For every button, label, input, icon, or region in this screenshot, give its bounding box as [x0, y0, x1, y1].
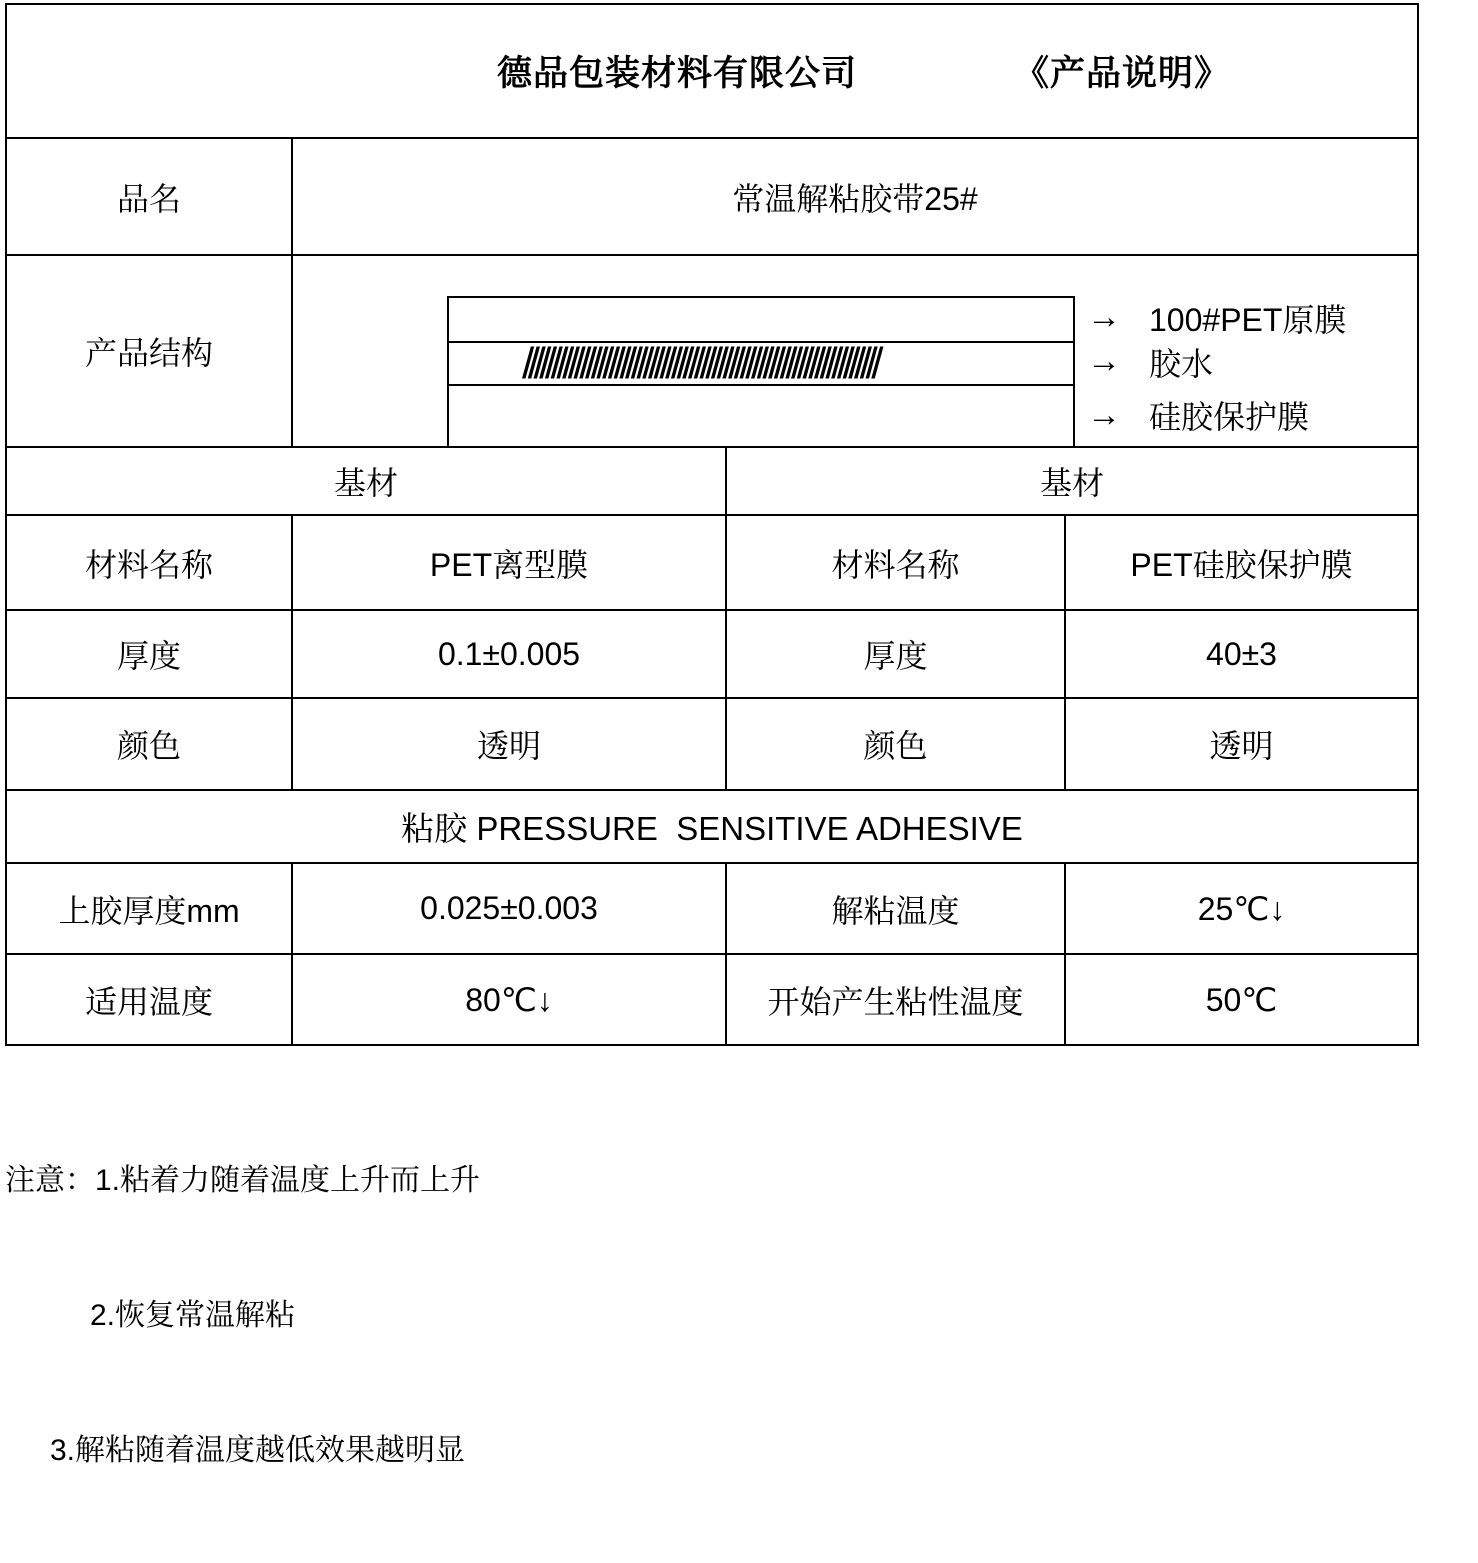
- material-name-row: [6, 515, 1418, 610]
- product-name-value: 常温解粘胶带25#: [292, 138, 1418, 255]
- thickness-value-left: 0.1±0.005: [292, 610, 726, 698]
- applicable-temp-value: 80℃↓: [292, 954, 726, 1045]
- product-structure-label: 产品结构: [6, 255, 292, 447]
- title-wrap: [7, 5, 1417, 137]
- glue-thickness-value: 0.025±0.003: [292, 863, 726, 954]
- material-name-value-right: PET硅胶保护膜: [1065, 515, 1418, 610]
- note-line-3: 3.解粘随着温度越低效果越明显: [50, 1434, 466, 1467]
- company-name: 德品包装材料有限公司: [497, 54, 858, 93]
- product-structure-row: [6, 255, 1418, 447]
- substrate-header-right: 基材: [726, 447, 1418, 515]
- spec-table: [5, 3, 1419, 1046]
- callout-label: 胶水: [1149, 345, 1214, 382]
- glue-thickness-label: 上胶厚度mm: [6, 863, 292, 954]
- applicable-temp-label: 适用温度: [6, 954, 292, 1045]
- color-label-right: 颜色: [726, 698, 1065, 790]
- callout-label: 100#PET原膜: [1149, 301, 1347, 338]
- substrate-header-left: 基材: [6, 447, 726, 515]
- adhesive-thickness-row: [6, 863, 1418, 954]
- callout-label: 硅胶保护膜: [1149, 399, 1310, 435]
- color-value-left: 透明: [292, 698, 726, 790]
- layer-stack: [447, 296, 1075, 446]
- doc-title: 《产品说明》: [1014, 54, 1231, 93]
- thickness-value-right: 40±3: [1065, 610, 1418, 698]
- thickness-row: [6, 610, 1418, 698]
- color-value-right: 透明: [1065, 698, 1418, 790]
- arrow-right-icon: →: [1087, 298, 1121, 336]
- applicable-temp-row: [6, 954, 1418, 1045]
- product-name-row: [6, 138, 1418, 255]
- product-name-label: 品名: [6, 138, 292, 255]
- arrow-right-icon: →: [1087, 395, 1121, 434]
- callout-silicone-film: [1087, 384, 1309, 446]
- arrow-right-icon: →: [1087, 342, 1121, 380]
- thickness-label-right: 厚度: [726, 610, 1065, 698]
- note-line-2: 2.恢复常温解粘: [90, 1299, 296, 1332]
- callout-pet-film: [1087, 296, 1346, 339]
- material-name-label-right: 材料名称: [726, 515, 1065, 610]
- thickness-label-left: 厚度: [6, 610, 292, 698]
- color-label-left: 颜色: [6, 698, 292, 790]
- debond-temp-label: 解粘温度: [726, 863, 1065, 954]
- color-row: [6, 698, 1418, 790]
- layer-pet-film: [449, 298, 1073, 341]
- layer-protective-film: [449, 386, 1073, 446]
- adhesive-header-row: [6, 790, 1418, 863]
- substrate-header-row: [6, 447, 1418, 515]
- note-line-1: 注意：1.粘着力随着温度上升而上升: [5, 1164, 481, 1197]
- material-name-value-left: PET离型膜: [292, 515, 726, 610]
- adhesive-section-title: 粘胶 PRESSURE SENSITIVE ADHESIVE: [401, 810, 1023, 847]
- callout-glue: [1087, 339, 1213, 384]
- layer-adhesive: [449, 341, 1073, 386]
- title-row: [6, 4, 1418, 138]
- adhesive-hatch: //////////////////////////////////////////////////////////////: [522, 339, 877, 388]
- tack-onset-temp-label: 开始产生粘性温度: [726, 954, 1065, 1045]
- debond-temp-value: 25℃↓: [1065, 863, 1418, 954]
- tack-onset-temp-value: 50℃: [1065, 954, 1418, 1045]
- notes-section: [5, 1068, 480, 1563]
- material-name-label-left: 材料名称: [6, 515, 292, 610]
- structure-diagram: [293, 256, 1417, 446]
